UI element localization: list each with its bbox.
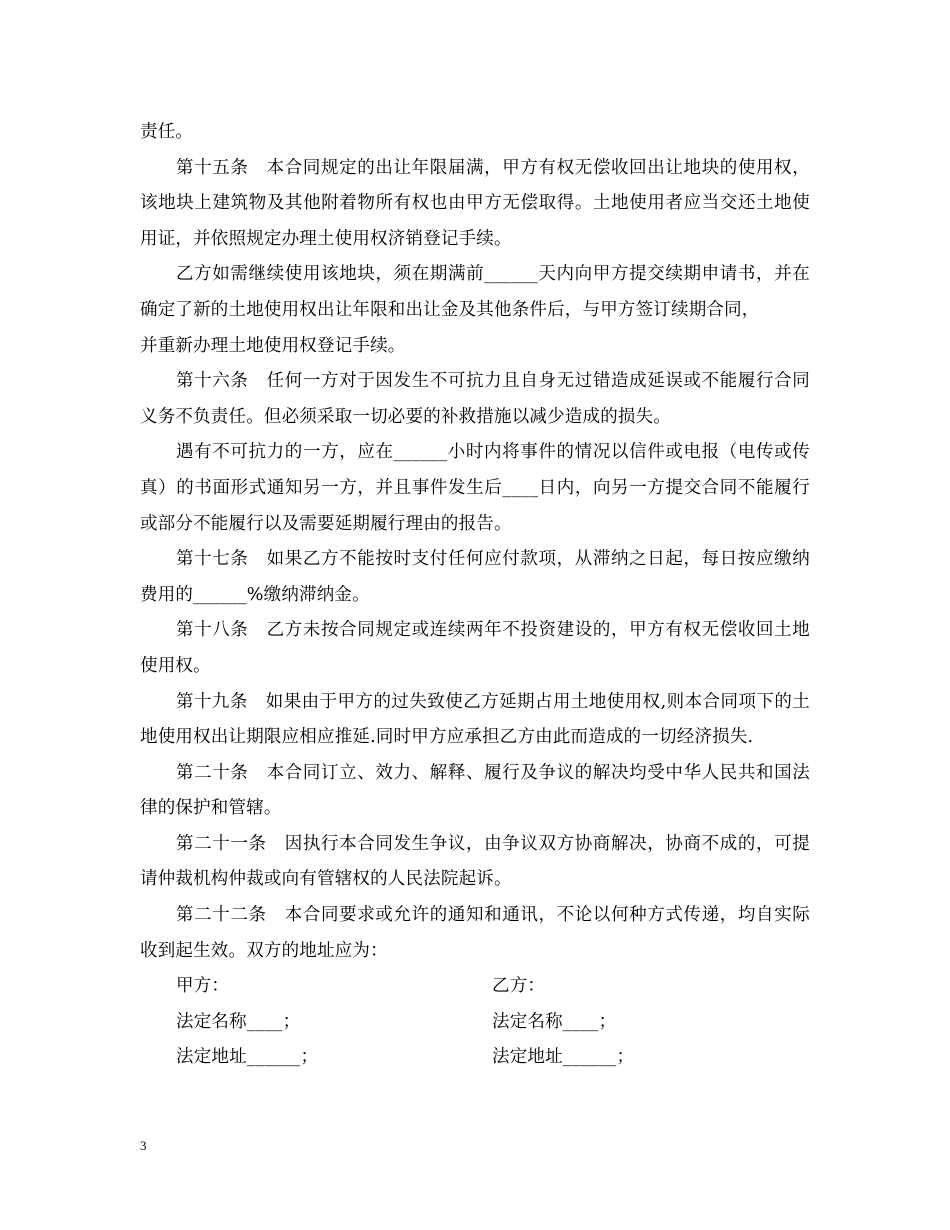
paragraph-article-22: 第二十二条 本合同要求或允许的通知和通讯，不论以何种方式传递，均自实际收到起生效。双方的地址应为： <box>140 905 810 961</box>
paragraph-article-17: 第十七条 如果乙方不能按时支付任何应付款项，从滞纳之日起，每日按应缴纳费用的______%缴纳滞纳金。 <box>140 549 810 605</box>
paragraph-article-15: 第十五条 本合同规定的出让年限届满，甲方有权无偿收回出让地块的使用权，该地块上建筑物及其他附着物所有权也由甲方无偿取得。土地使用者应当交还土地使用证，并依照规定办理土使用权济销登记手续。 <box>140 157 810 249</box>
paragraph-article-16: 第十六条 任何一方对于因发生不可抗力且自身无过错造成延误或不能履行合同义务不负责任。但必须采取一切必要的补救措施以减少造成的损失。 <box>140 371 810 427</box>
paragraph-article-21: 第二十一条 因执行本合同发生争议，由争议双方协商解决，协商不成的，可提请仲裁机构仲裁或向有管辖权的人民法院起诉。 <box>140 833 810 890</box>
paragraph-force-majeure-notice: 遇有不可抗力的一方，应在______小时内将事件的情况以信件或电报（电传或传真）的书面形式通知另一方，并且事件发生后____日内，向另一方提交合同不能履行或部分不能履行以及需要延期履行理由的报告。 <box>140 442 810 534</box>
party-a-legal-address: 法定地址______； <box>176 1047 319 1068</box>
contract-body <box>140 115 810 1076</box>
signature-row-parties <box>140 969 810 1005</box>
page-number: 3 <box>140 1138 147 1153</box>
paragraph-responsibility-end: 责任。 <box>140 122 194 142</box>
party-b-legal-name: 法定名称____； <box>492 1011 617 1032</box>
party-b-legal-address: 法定地址______； <box>492 1047 635 1068</box>
party-a-label: 甲方： <box>176 976 230 997</box>
party-a-legal-name: 法定名称____； <box>176 1011 301 1032</box>
signature-row-names <box>140 1005 810 1041</box>
paragraph-article-18: 第十八条 乙方未按合同规定或连续两年不投资建设的，甲方有权无偿收回土地使用权。 <box>140 620 810 676</box>
paragraph-article-19: 第十九条 如果由于甲方的过失致使乙方延期占用土地使用权,则本合同项下的土地使用权出让期限应相应推延.同时甲方应承担乙方由此而造成的一切经济损失. <box>140 691 810 748</box>
party-b-label: 乙方： <box>492 976 546 997</box>
paragraph-article-20: 第二十条 本合同订立、效力、解释、履行及争议的解决均受中华人民共和国法律的保护和管辖。 <box>140 762 810 819</box>
paragraph-renewal-registration: 并重新办理土地使用权登记手续。 <box>140 335 406 356</box>
signature-row-addresses <box>140 1040 810 1076</box>
paragraph-renewal: 乙方如需继续使用该地块，须在期满前______天内向甲方提交续期申请书，并在确定了新的土地使用权出让年限和出让金及其他条件后，与甲方签订续期合同， <box>140 264 810 320</box>
